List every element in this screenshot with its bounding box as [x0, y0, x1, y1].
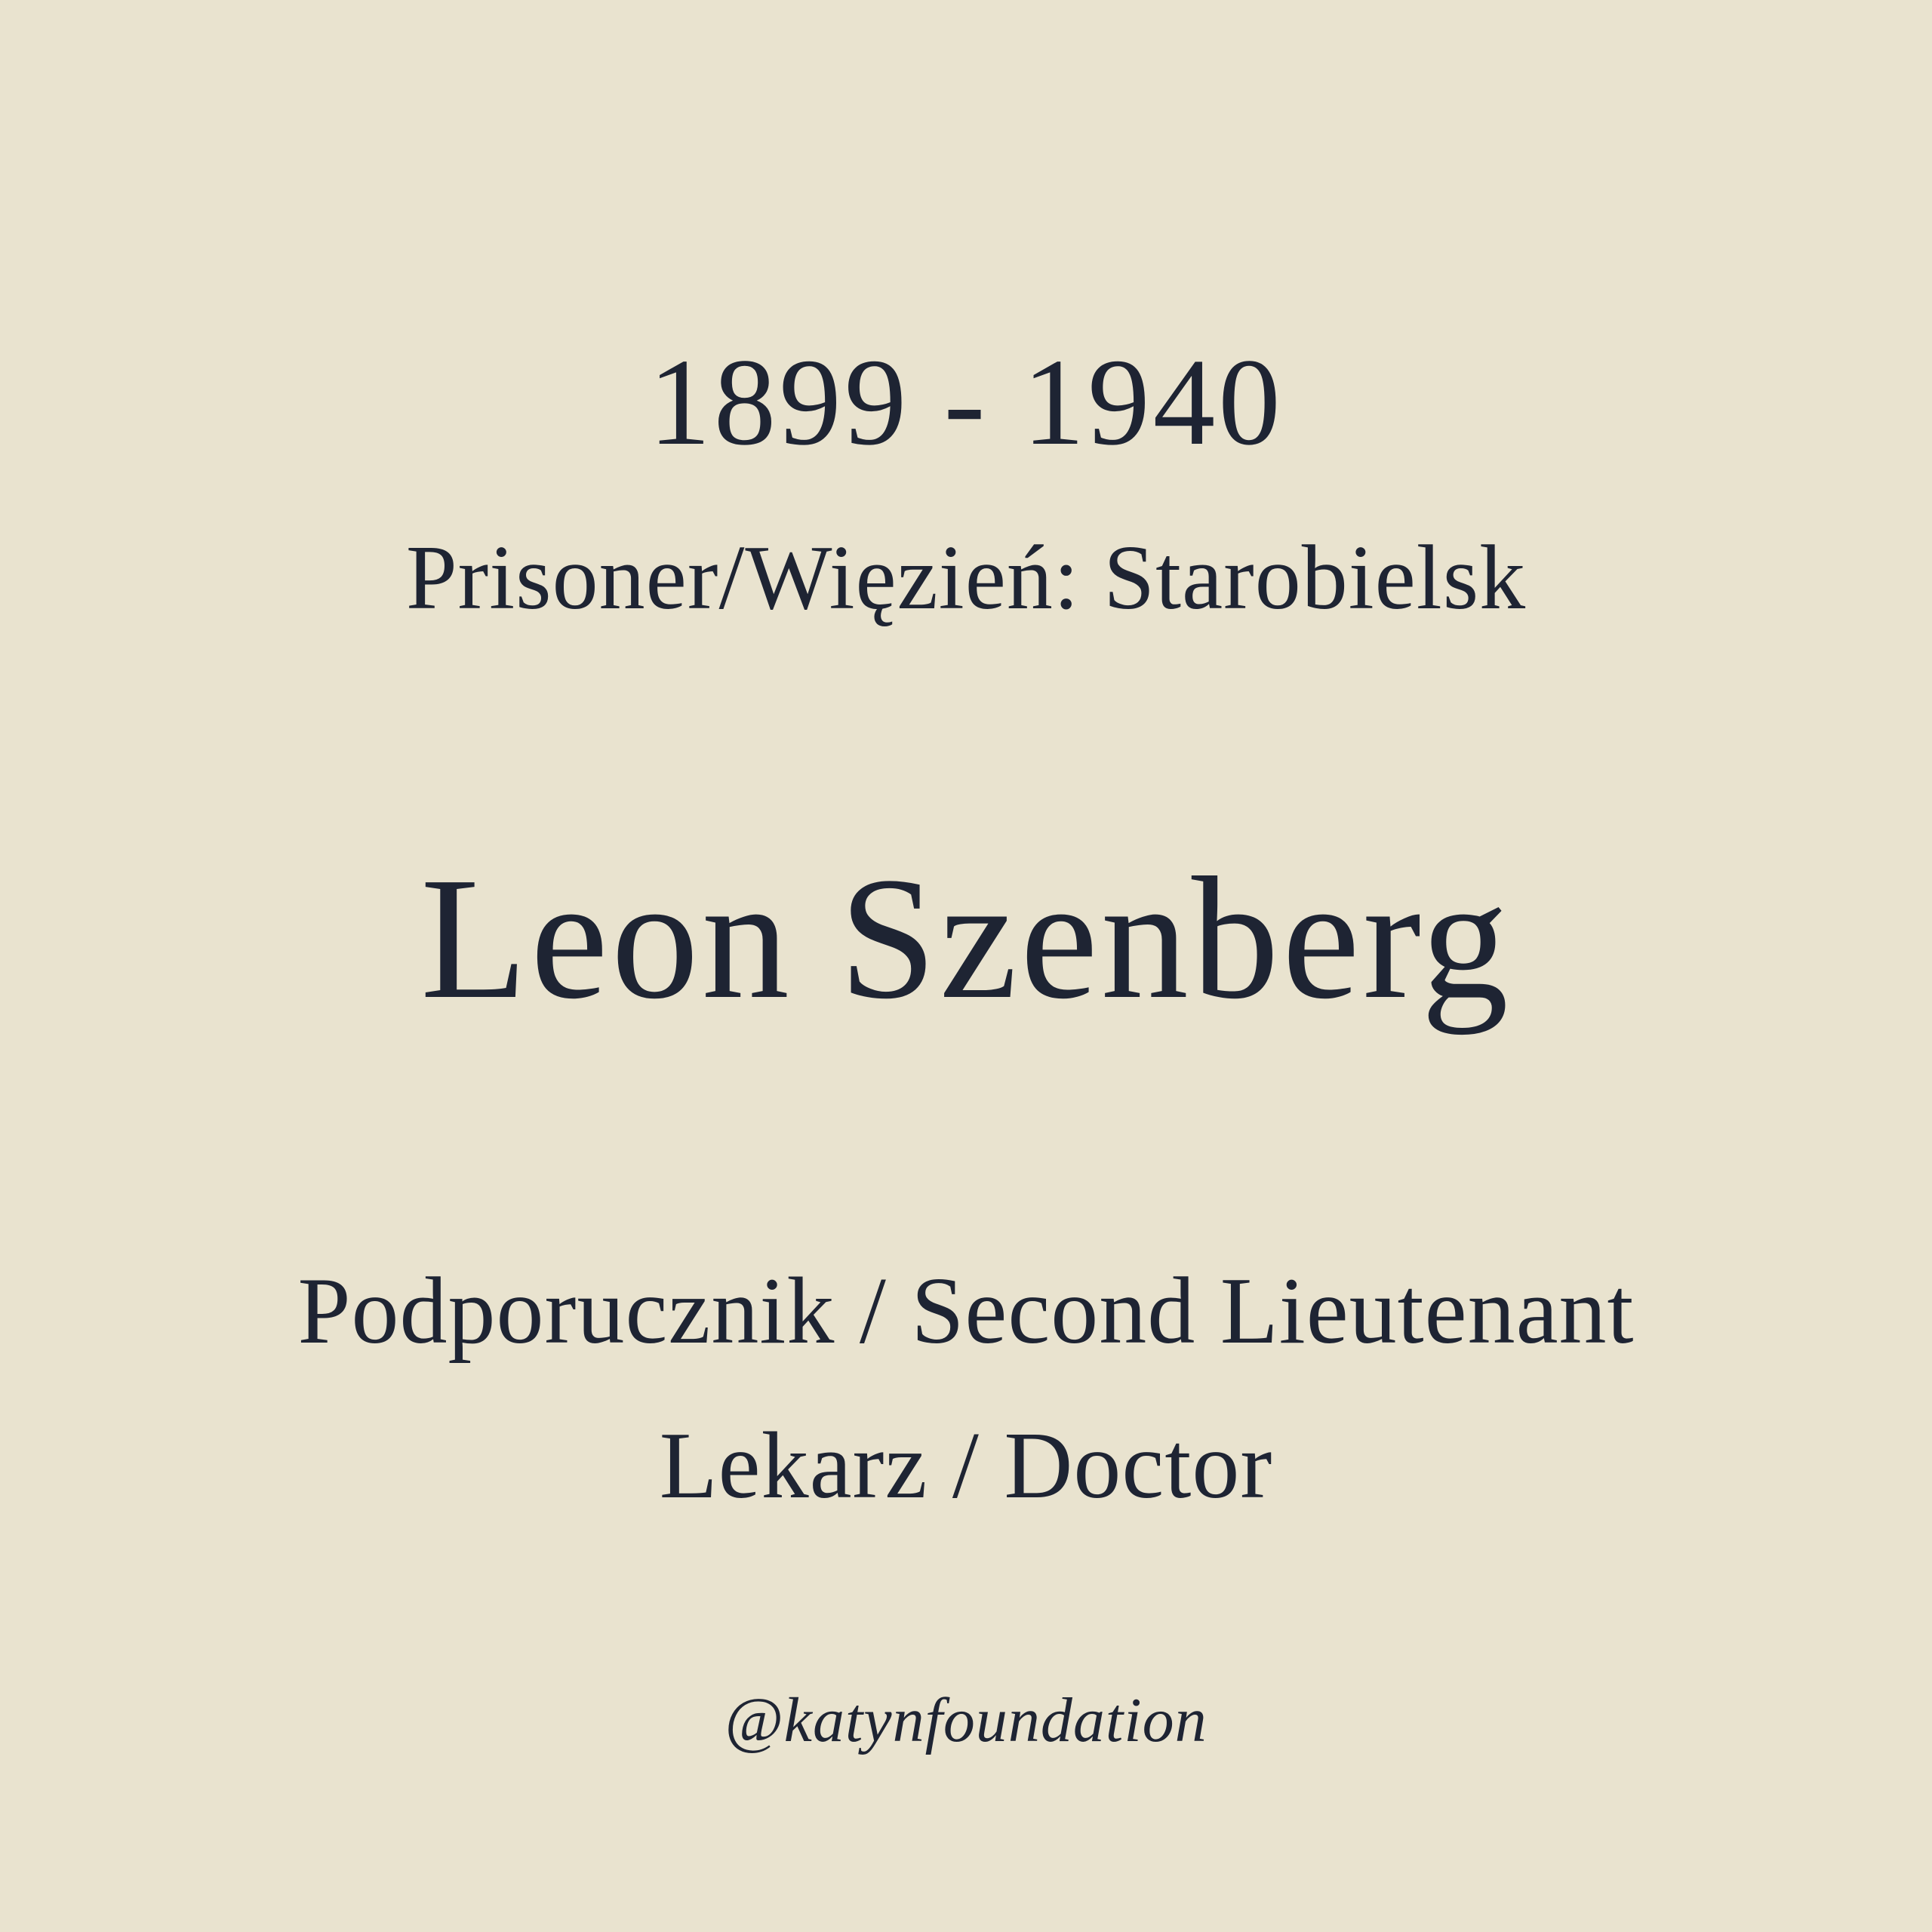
- profession-line: Lekarz / Doctor: [659, 1414, 1273, 1518]
- prisoner-camp-line: Prisoner/Więzień: Starobielsk: [405, 527, 1527, 629]
- military-rank-line: Podporucznik / Second Lieutenant: [297, 1259, 1635, 1364]
- social-handle: @katynfoundation: [724, 1685, 1208, 1755]
- life-years: 1899 - 1940: [648, 333, 1284, 471]
- person-name: Leon Szenberg: [420, 841, 1512, 1035]
